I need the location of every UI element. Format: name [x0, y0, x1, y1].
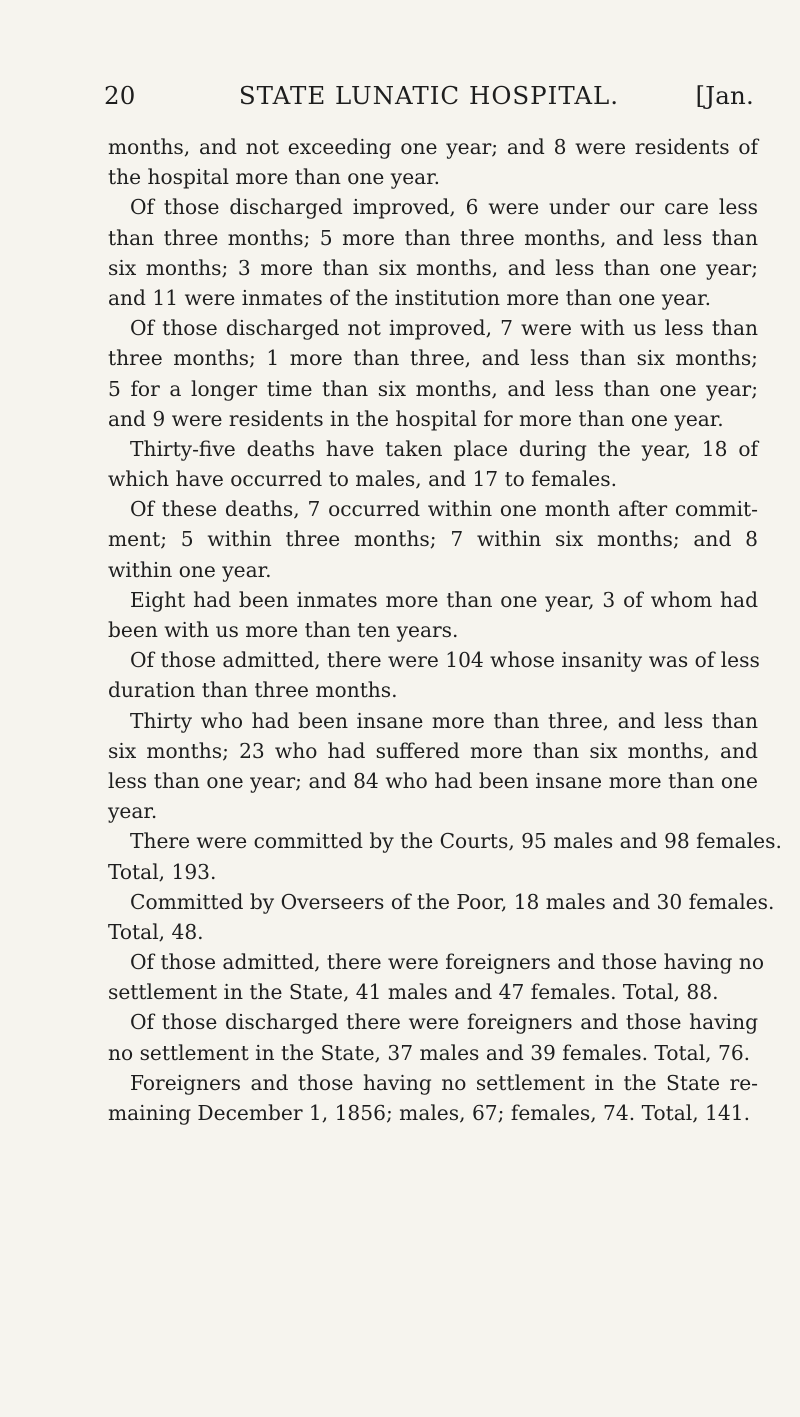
text-line: year. [108, 799, 158, 824]
text-line: Of those discharged there were foreigners and those having [130, 1010, 758, 1035]
text-line: There were committed by the Courts, 95 males and 98 females. [130, 829, 782, 854]
page-number: 20 [104, 81, 136, 110]
text-line: three months; 1 more than three, and less than six months; [108, 346, 758, 371]
text-line: Of those discharged improved, 6 were under our care less [130, 195, 758, 220]
text-line: Of those admitted, there were 104 whose insanity was of less [130, 648, 760, 673]
text-line: the hospital more than one year. [108, 165, 441, 190]
text-line: duration than three months. [108, 678, 398, 703]
text-line: no settlement in the State, 37 males and 39 females. Total, 76. [108, 1040, 751, 1065]
text-line: than three months; 5 more than three months, and less than [108, 225, 758, 250]
text-line: Total, 48. [108, 919, 204, 944]
text-line: six months; 23 who had suffered more than six months, and [108, 738, 758, 763]
text-line: Eight had been inmates more than one year, 3 of whom had [130, 587, 758, 612]
text-line: Foreigners and those having no settlement in the State re- [130, 1070, 758, 1095]
text-line: ment; 5 within three months; 7 within six months; and 8 [108, 527, 758, 552]
text-line: Of these deaths, 7 occurred within one month after commit- [130, 497, 758, 522]
text-line: and 11 were inmates of the institution more than one year. [108, 285, 711, 310]
text-line: Thirty who had been insane more than three, and less than [130, 708, 758, 733]
text-line: 5 for a longer time than six months, and less than one year; [108, 376, 758, 401]
text-line: maining December 1, 1856; males, 67; females, 74. Total, 141. [108, 1101, 751, 1125]
text-line: within one year. [108, 557, 272, 582]
text-line: Thirty-five deaths have taken place during the year, 18 of [130, 436, 758, 461]
text-line: been with us more than ten years. [108, 618, 459, 642]
text-line: Committed by Overseers of the Poor, 18 males and 30 females. [130, 889, 775, 914]
running-head [104, 78, 754, 114]
running-date: [Jan. [695, 81, 754, 110]
text-line: less than one year; and 84 who had been insane more than one [108, 768, 758, 793]
running-title: STATE LUNATIC HOSPITAL. [238, 81, 620, 110]
text-line: Total, 193. [108, 859, 217, 884]
text-line: Of those admitted, there were foreigners and those having no [130, 950, 764, 975]
body-text [108, 132, 782, 1128]
text-line: Of those discharged not improved, 7 were with us less than [130, 316, 758, 341]
text-line: and 9 were residents in the hospital for more than one year. [108, 406, 724, 431]
text-line: months, and not exceeding one year; and 8 were residents of [108, 135, 758, 159]
text-line: which have occurred to males, and 17 to females. [108, 467, 618, 492]
text-line: six months; 3 more than six months, and less than one year; [108, 255, 758, 280]
text-line: settlement in the State, 41 males and 47 females. Total, 88. [108, 980, 719, 1005]
